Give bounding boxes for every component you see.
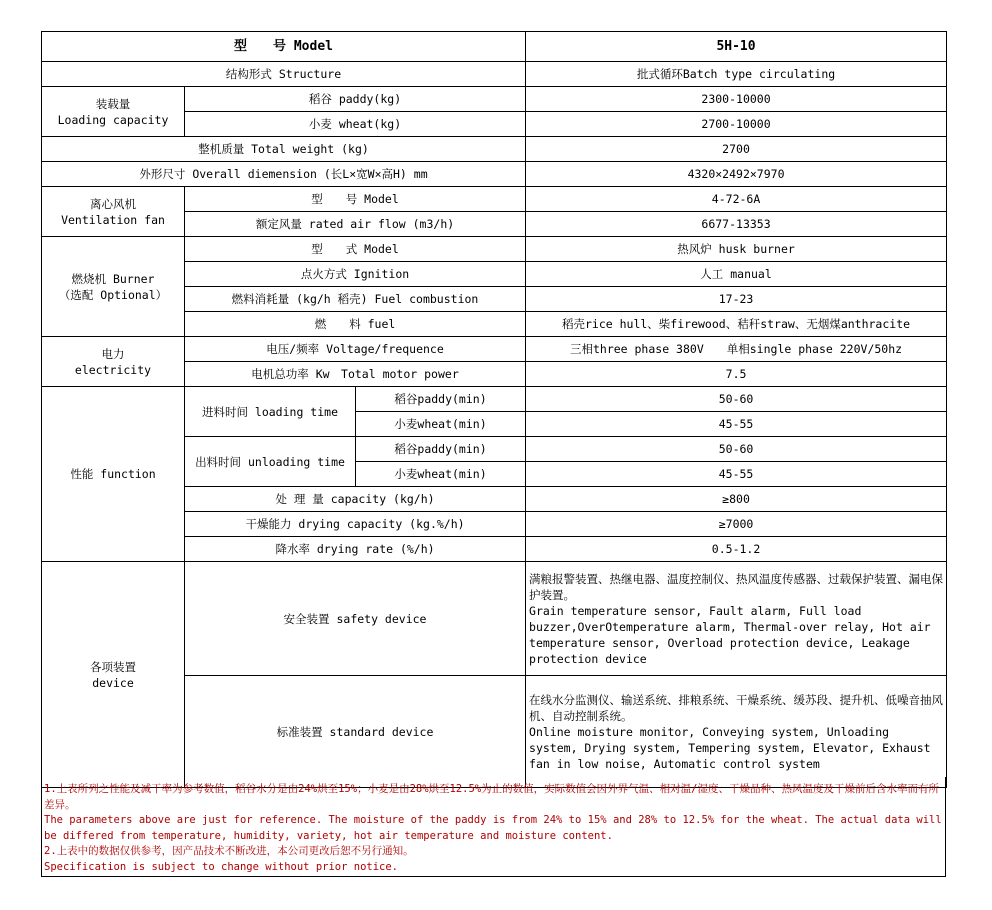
safety-device-value bbox=[526, 562, 947, 676]
wheat-capacity-label: 小麦 wheat(kg) bbox=[185, 112, 526, 137]
ignition-value: 人工 manual bbox=[526, 262, 947, 287]
burner-model-label: 型 式 Model bbox=[185, 237, 526, 262]
air-flow-value: 6677-13353 bbox=[526, 212, 947, 237]
note-1-en: The parameters above are just for reference. The moisture of the paddy is from 24% to 15% and 28% to 12.5% for the wheat. The actual data will be differed from temperature, humidity, variety, hot air temperature and moisture content. bbox=[44, 814, 942, 842]
wheat-capacity-value: 2700-10000 bbox=[526, 112, 947, 137]
loading-time-wheat-label: 小麦wheat(min) bbox=[356, 412, 526, 437]
fuel-combustion-label: 燃料消耗量 (kg/h 稻壳) Fuel combustion bbox=[185, 287, 526, 312]
electricity-row bbox=[42, 337, 947, 362]
overall-dimension-label: 外形尺寸 Overall diemension (长L×宽W×高H) mm bbox=[42, 162, 526, 187]
burner-row bbox=[42, 237, 947, 262]
loading-time-label: 进料时间 loading time bbox=[185, 387, 356, 437]
unloading-time-paddy-label: 稻谷paddy(min) bbox=[356, 437, 526, 462]
motor-power-value: 7.5 bbox=[526, 362, 947, 387]
electricity-label-en: electricity bbox=[74, 362, 152, 377]
loading-capacity-label-cn: 装载量 bbox=[95, 96, 131, 111]
safety-device-label: 安全装置 safety device bbox=[185, 562, 526, 676]
fuel-label: 燃 料 fuel bbox=[185, 312, 526, 337]
header-row bbox=[42, 32, 947, 62]
motor-power-label: 电机总功率 Kw Total motor power bbox=[185, 362, 526, 387]
total-weight-value: 2700 bbox=[526, 137, 947, 162]
loading-capacity-group bbox=[42, 87, 185, 137]
standard-device-text-en: Online moisture monitor, Conveying system, Unloading system, Drying system, Tempering system, Elevator, Exhaust fan in low noise, Automatic control system bbox=[529, 724, 931, 771]
fan-model-value: 4-72-6A bbox=[526, 187, 947, 212]
loading-time-paddy-label: 稻谷paddy(min) bbox=[356, 387, 526, 412]
standard-device-text-cn: 在线水分监测仪、输送系统、排粮系统、干燥系统、缓苏段、提升机、低噪音抽风机、自动控制系统。 bbox=[529, 692, 944, 723]
ventilation-fan-label-en: Ventilation fan bbox=[61, 212, 165, 227]
fan-model-label: 型 号 Model bbox=[185, 187, 526, 212]
spec-table bbox=[41, 31, 947, 788]
electricity-group bbox=[42, 337, 185, 387]
fuel-value: 稻壳rice hull、柴firewood、秸秆straw、无烟煤anthracite bbox=[526, 312, 947, 337]
note-1-cn: 1.上表所列之性能及减干率为参考数值，稻谷水分是由24%烘至15%；小麦是由28%烘至12.5%为止的数值，实际数值会因外界气温、相对温/湿度、干燥品种、热风温度及干燥前后含水率而有所差异。 bbox=[44, 783, 939, 811]
safety-device-text-cn: 满粮报警装置、热继电器、温度控制仪、热风温度传感器、过载保护装置、漏电保护装置。 bbox=[529, 571, 944, 602]
burner-model-value: 热风炉 husk burner bbox=[526, 237, 947, 262]
voltage-label: 电压/频率 Voltage/frequence bbox=[185, 337, 526, 362]
safety-device-text-en: Grain temperature sensor, Fault alarm, Full load buzzer,OverOtemperature alarm, Thermal-over relay, Hot air temperature sensor, Overload protection device, Leakage protection device bbox=[529, 603, 931, 666]
unloading-time-paddy-value: 50-60 bbox=[526, 437, 947, 462]
voltage-value: 三相three phase 380V 单相single phase 220V/50hz bbox=[526, 337, 947, 362]
electricity-label-cn: 电力 bbox=[101, 346, 125, 361]
total-weight-row bbox=[42, 137, 947, 162]
drying-capacity-label: 干燥能力 drying capacity (kg.%/h) bbox=[185, 512, 526, 537]
standard-device-value bbox=[526, 676, 947, 788]
ventilation-fan-group bbox=[42, 187, 185, 237]
fan-row bbox=[42, 187, 947, 212]
loading-capacity-label-en: Loading capacity bbox=[57, 112, 169, 127]
safety-device-row bbox=[42, 562, 947, 676]
fuel-combustion-value: 17-23 bbox=[526, 287, 947, 312]
device-label-cn: 各项装置 bbox=[90, 659, 136, 674]
standard-device-label: 标准装置 standard device bbox=[185, 676, 526, 788]
structure-label: 结构形式 Structure bbox=[42, 62, 526, 87]
capacity-value: ≥800 bbox=[526, 487, 947, 512]
note-2-cn: 2.上表中的数据仅供参考，因产品技术不断改进，本公司更改后恕不另行通知。 bbox=[44, 845, 414, 857]
paddy-capacity-label: 稻谷 paddy(kg) bbox=[185, 87, 526, 112]
overall-dimension-value: 4320×2492×7970 bbox=[526, 162, 947, 187]
function-group: 性能 function bbox=[42, 387, 185, 562]
ignition-label: 点火方式 Ignition bbox=[185, 262, 526, 287]
device-group bbox=[42, 562, 185, 788]
drying-rate-value: 0.5-1.2 bbox=[526, 537, 947, 562]
burner-group bbox=[42, 237, 185, 337]
burner-label-cn: 燃烧机 Burner bbox=[71, 271, 155, 286]
ventilation-fan-label-cn: 离心风机 bbox=[90, 196, 136, 211]
notes-box bbox=[41, 777, 946, 877]
air-flow-label: 额定风量 rated air flow (m3/h) bbox=[185, 212, 526, 237]
unloading-time-label: 出料时间 unloading time bbox=[185, 437, 356, 487]
loading-capacity-row bbox=[42, 87, 947, 112]
function-row bbox=[42, 387, 947, 412]
note-2-en: Specification is subject to change without prior notice. bbox=[44, 860, 399, 873]
total-weight-label: 整机质量 Total weight (kg) bbox=[42, 137, 526, 162]
loading-time-wheat-value: 45-55 bbox=[526, 412, 947, 437]
drying-capacity-value: ≥7000 bbox=[526, 512, 947, 537]
header-model-label: 型 号 Model bbox=[42, 32, 526, 62]
overall-dimension-row bbox=[42, 162, 947, 187]
structure-row bbox=[42, 62, 947, 87]
paddy-capacity-value: 2300-10000 bbox=[526, 87, 947, 112]
loading-time-paddy-value: 50-60 bbox=[526, 387, 947, 412]
structure-value: 批式循环Batch type circulating bbox=[526, 62, 947, 87]
burner-label-en: （选配 Optional） bbox=[58, 287, 168, 302]
unloading-time-wheat-value: 45-55 bbox=[526, 462, 947, 487]
header-model-value: 5H-10 bbox=[526, 32, 947, 62]
capacity-label: 处 理 量 capacity (kg/h) bbox=[185, 487, 526, 512]
unloading-time-wheat-label: 小麦wheat(min) bbox=[356, 462, 526, 487]
device-label-en: device bbox=[92, 675, 134, 690]
drying-rate-label: 降水率 drying rate (%/h) bbox=[185, 537, 526, 562]
